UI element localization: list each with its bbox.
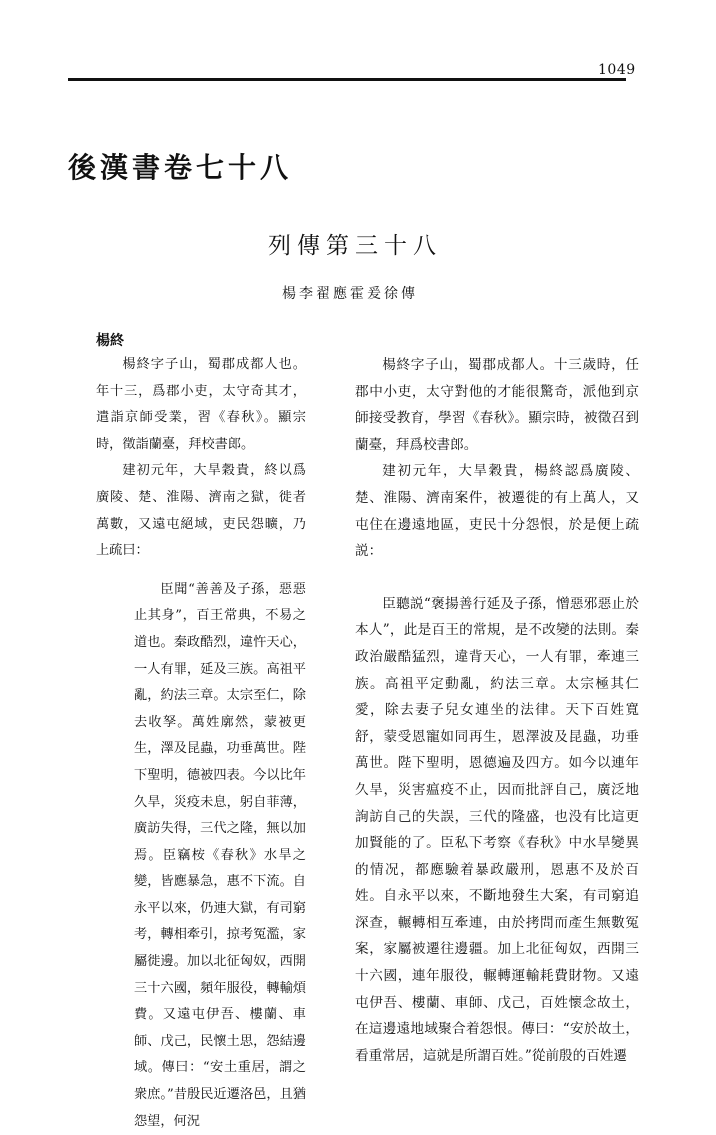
translation-paragraph: 建初元年，大旱穀貴，楊終認爲廣陵、楚、淮陽、濟南案件，被遷徙的有上萬人，又屯住在邊遠地區，吏民十分怨恨，於是便上疏説： — [355, 463, 639, 560]
original-memorial: 臣聞“善善及子孫，惡惡止其身”，百王常典，不易之道也。秦政酷烈，違忤天心，一人有罪，延及三族。高祖平亂，約法三章。太宗至仁，除去收孥。萬姓廓然，蒙被更生，澤及昆蟲，功垂萬世。陛下聖明，德被四表。今以比年久旱，災疫未息，躬自菲薄，廣訪失得，三代之隆，無以加焉。臣竊桉《春秋》水旱之變，皆應暴急，惠不下流。自永平以來，仍連大獄，有司窮考，轉相牽引，掠考冤濫，家屬徙邊。加以北征匈奴，西開三十六國，頻年服役，轉輸煩費。又遠屯伊吾、樓蘭、車師、戊己，民懷土思，怨結邊域。傳曰：“安土重居，謂之衆庶。”昔殷民近遷洛邑，且猶怨望，何況 — [134, 581, 306, 1129]
chapter-subtitle: 楊李翟應霍爰徐傳 — [282, 286, 418, 302]
section-heading: 楊終 — [96, 333, 124, 349]
page-number: 1049 — [598, 62, 636, 78]
original-text-column — [96, 352, 306, 1135]
chapter-title: 列傳第三十八 — [268, 233, 442, 259]
original-paragraph: 建初元年，大旱穀貴，終以爲廣陵、楚、淮陽、濟南之獄，徙者萬數，又遠屯絕域，吏民怨曠，乃上疏曰： — [96, 463, 306, 559]
original-paragraph: 楊終字子山，蜀郡成都人也。年十三，爲郡小吏，太守奇其才，遣詣京師受業，習《春秋》。顯宗時，徵詣蘭臺，拜校書郎。 — [96, 357, 306, 452]
translation-memorial: 臣聽説“褒揚善行延及子孫，憎惡邪惡止於本人”，此是百王的常規，是不改變的法則。秦政治嚴酷猛烈，違背天心，一人有罪，牽連三族。高祖平定動亂，約法三章。太宗極其仁愛，除去妻子兒女連坐的法律。天下百姓寬舒，蒙受恩寵如同再生，恩澤波及昆蟲，功垂萬世。陛下聖明，恩德遍及四方。如今以連年久旱，災害瘟疫不止，因而批評自己，廣泛地詢訪自己的失誤，三代的隆盛，也没有比這更加賢能的了。臣私下考察《春秋》中水旱變異的情况，都應驗着暴政嚴刑，恩惠不及於百姓。自永平以來，不斷地發生大案，有司窮追深查，輾轉相互牽連，由於拷問而產生無數冤案，家屬被遷往邊疆。加上北征匈奴，西開三十六國，連年服役，輾轉運輸耗費財物。又遠屯伊吾、樓蘭、車師、戊己，百姓懷念故土，在這邊遠地域聚合着怨恨。傳曰：“安於故土，看重常居，這就是所謂百姓。”從前殷的百姓遷 — [355, 595, 639, 1064]
book-title: 後漢書卷七十八 — [68, 151, 293, 184]
translation-text-column — [355, 352, 639, 1069]
header-rule — [68, 78, 626, 81]
translation-paragraph: 楊終字子山，蜀郡成都人。十三歲時，任郡中小吏，太守對他的才能很驚奇，派他到京師接受教育，學習《春秋》。顯宗時，被徵召到蘭臺，拜爲校書郎。 — [355, 357, 639, 453]
